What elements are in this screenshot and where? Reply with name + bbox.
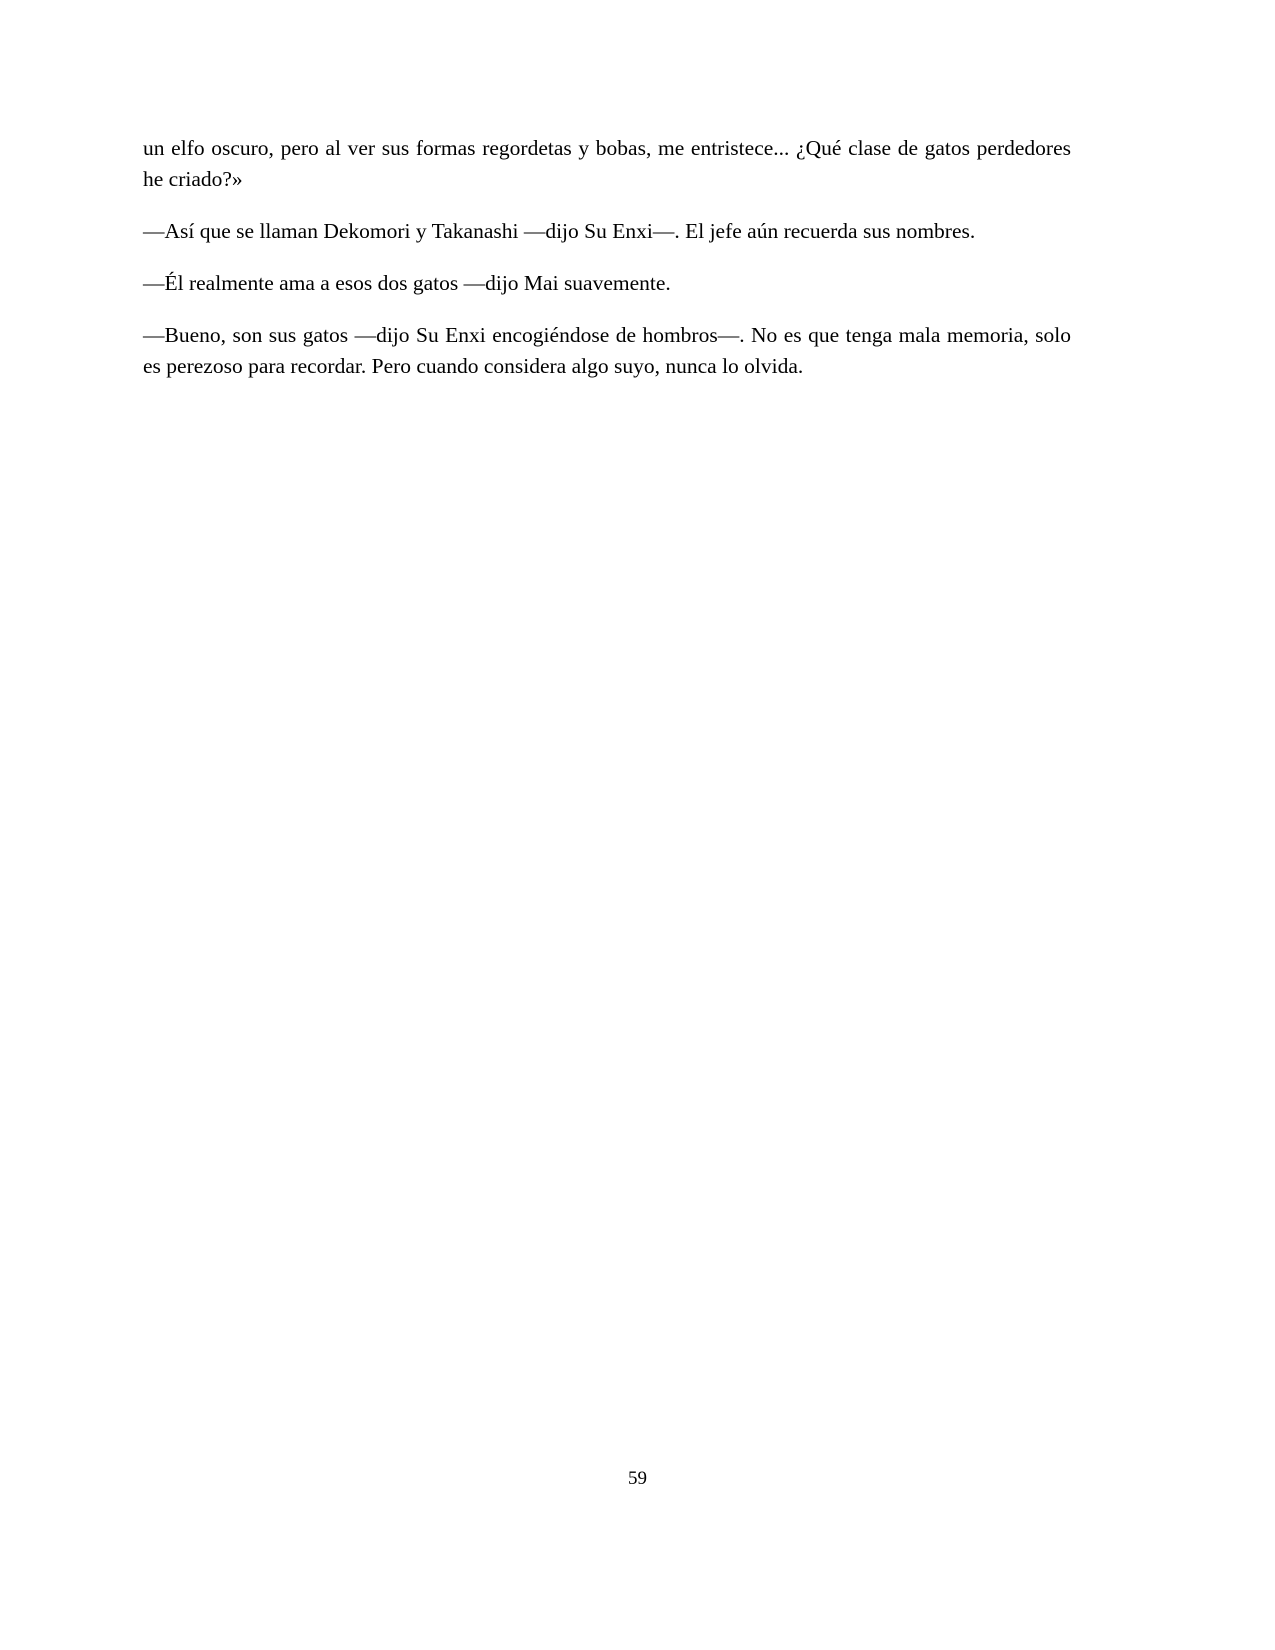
- page-number: 59: [628, 1468, 647, 1489]
- paragraph: —Así que se llaman Dekomori y Takanashi —dijo Su Enxi—. El jefe aún recuerda sus nombres.: [143, 219, 976, 243]
- body-text-column: [143, 133, 1071, 382]
- paragraph: —Él realmente ama a esos dos gatos —dijo Mai suavemente.: [143, 271, 671, 295]
- paragraph: —Bueno, son sus gatos —dijo Su Enxi encogiéndose de hombros—. No es que tenga mala memoria, solo es perezoso para recordar. Pero cuando considera algo suyo, nunca lo olvida.: [143, 323, 1071, 378]
- paragraph: un elfo oscuro, pero al ver sus formas regordetas y bobas, me entristece... ¿Qué clase de gatos perdedores he criado?»: [143, 136, 1071, 191]
